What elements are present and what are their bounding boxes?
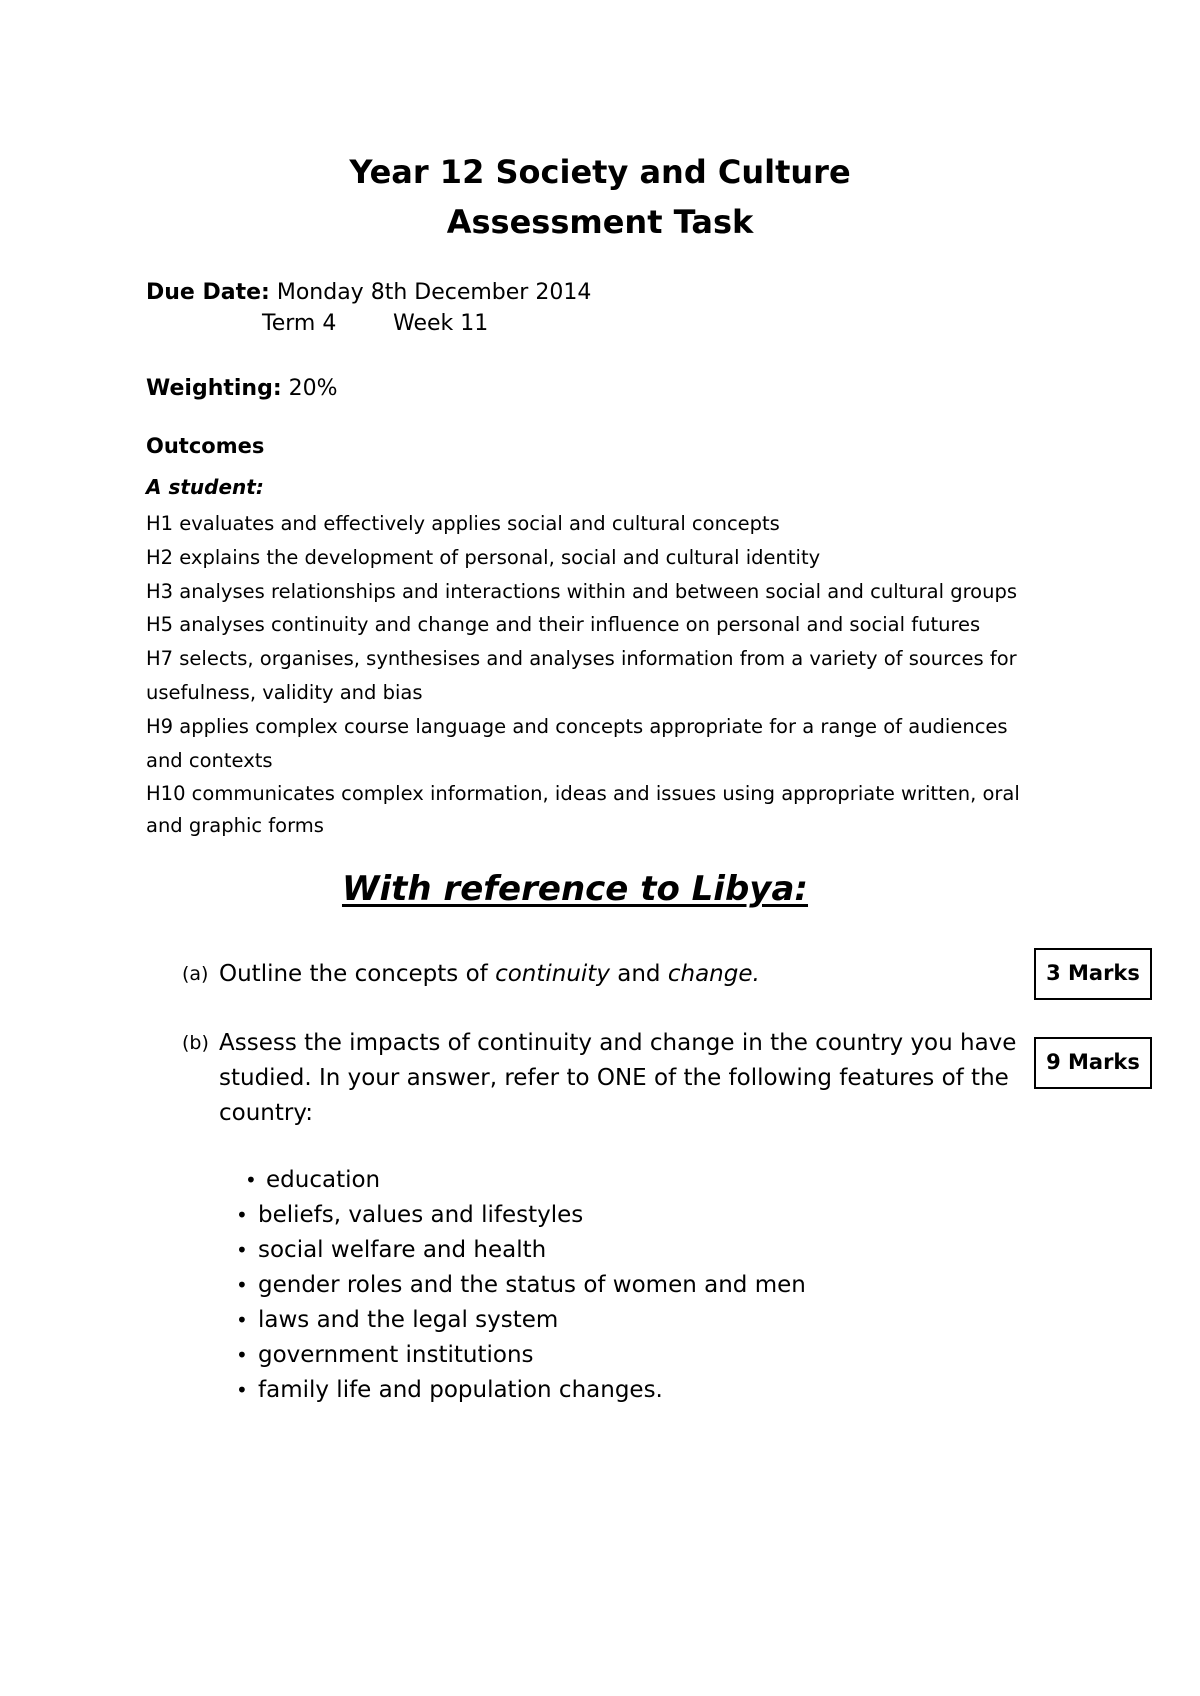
question-b-text: Assess the impacts of continuity and change in the country you have studied. In your answer, refer to ONE of the following features of the country: xyxy=(219,1030,1017,1126)
weighting-label: Weighting: xyxy=(146,376,282,401)
document-subtitle: Assessment Task xyxy=(446,203,754,241)
outcome-line: H9 applies complex course language and concepts appropriate for a range of audiences xyxy=(146,714,1008,738)
bullet-icon: • xyxy=(236,1238,248,1262)
outcome-line: and contexts xyxy=(146,748,273,772)
list-item xyxy=(236,1163,806,1198)
bullet-icon: • xyxy=(236,1203,248,1227)
outcomes-intro: A student: xyxy=(146,475,264,499)
question-b-label: (b) xyxy=(182,1032,209,1054)
question-a-label: (a) xyxy=(182,963,209,985)
feature-label: social welfare and health xyxy=(258,1237,547,1263)
bullet-icon: • xyxy=(236,1273,248,1297)
weighting-value: 20% xyxy=(281,376,338,401)
feature-label: gender roles and the status of women and men xyxy=(258,1272,806,1298)
term-week xyxy=(262,310,489,338)
outcomes-list xyxy=(146,507,1046,840)
question-a-marks: 3 Marks xyxy=(1034,948,1152,1000)
question-a-text-before: Outline the concepts of xyxy=(219,961,496,987)
question-a-text xyxy=(219,957,760,992)
outcomes-heading: Outcomes xyxy=(146,434,265,458)
feature-label: laws and the legal system xyxy=(258,1307,559,1333)
weighting xyxy=(146,375,338,403)
list-item xyxy=(236,1303,806,1338)
bullet-icon: • xyxy=(245,1168,257,1192)
outcome-line: H5 analyses continuity and change and their influence on personal and social futures xyxy=(146,613,981,637)
feature-label: government institutions xyxy=(258,1342,534,1368)
due-date-value: Monday 8th December 2014 xyxy=(269,280,592,305)
document-title: Year 12 Society and Culture xyxy=(349,153,851,191)
outcome-line: H1 evaluates and effectively applies social and cultural concepts xyxy=(146,512,780,535)
feature-label: education xyxy=(266,1167,381,1193)
question-b-marks: 9 Marks xyxy=(1034,1037,1152,1089)
outcome-line: and graphic forms xyxy=(146,814,324,838)
list-item xyxy=(236,1373,806,1408)
outcome-line: usefulness, validity and bias xyxy=(146,680,423,704)
section-heading: With reference to Libya: xyxy=(341,869,809,909)
bullet-icon: • xyxy=(236,1308,248,1332)
due-date xyxy=(146,279,591,307)
feature-label: beliefs, values and lifestyles xyxy=(258,1202,584,1228)
due-date-label: Due Date: xyxy=(146,280,270,305)
feature-label: family life and population changes. xyxy=(258,1377,663,1403)
list-item xyxy=(236,1233,806,1268)
outcome-line: H3 analyses relationships and interactions within and between social and cultural groups xyxy=(146,579,1017,603)
question-a-text-mid: and xyxy=(609,961,668,987)
term-value: Term 4 xyxy=(262,311,337,336)
week-value: Week 11 xyxy=(393,311,489,336)
bullet-icon: • xyxy=(236,1378,248,1402)
list-item xyxy=(236,1338,806,1373)
list-item xyxy=(236,1268,806,1303)
question-a-term-change: change. xyxy=(667,961,760,987)
outcome-line: H2 explains the development of personal, social and cultural identity xyxy=(146,545,821,569)
outcome-line: H7 selects, organises, synthesises and analyses information from a variety of sources for xyxy=(146,647,1017,671)
question-a-term-continuity: continuity xyxy=(495,961,610,987)
feature-list xyxy=(236,1163,806,1408)
outcome-line: H10 communicates complex information, ideas and issues using appropriate written, oral xyxy=(146,782,1020,806)
bullet-icon: • xyxy=(236,1343,248,1367)
list-item xyxy=(236,1198,806,1233)
